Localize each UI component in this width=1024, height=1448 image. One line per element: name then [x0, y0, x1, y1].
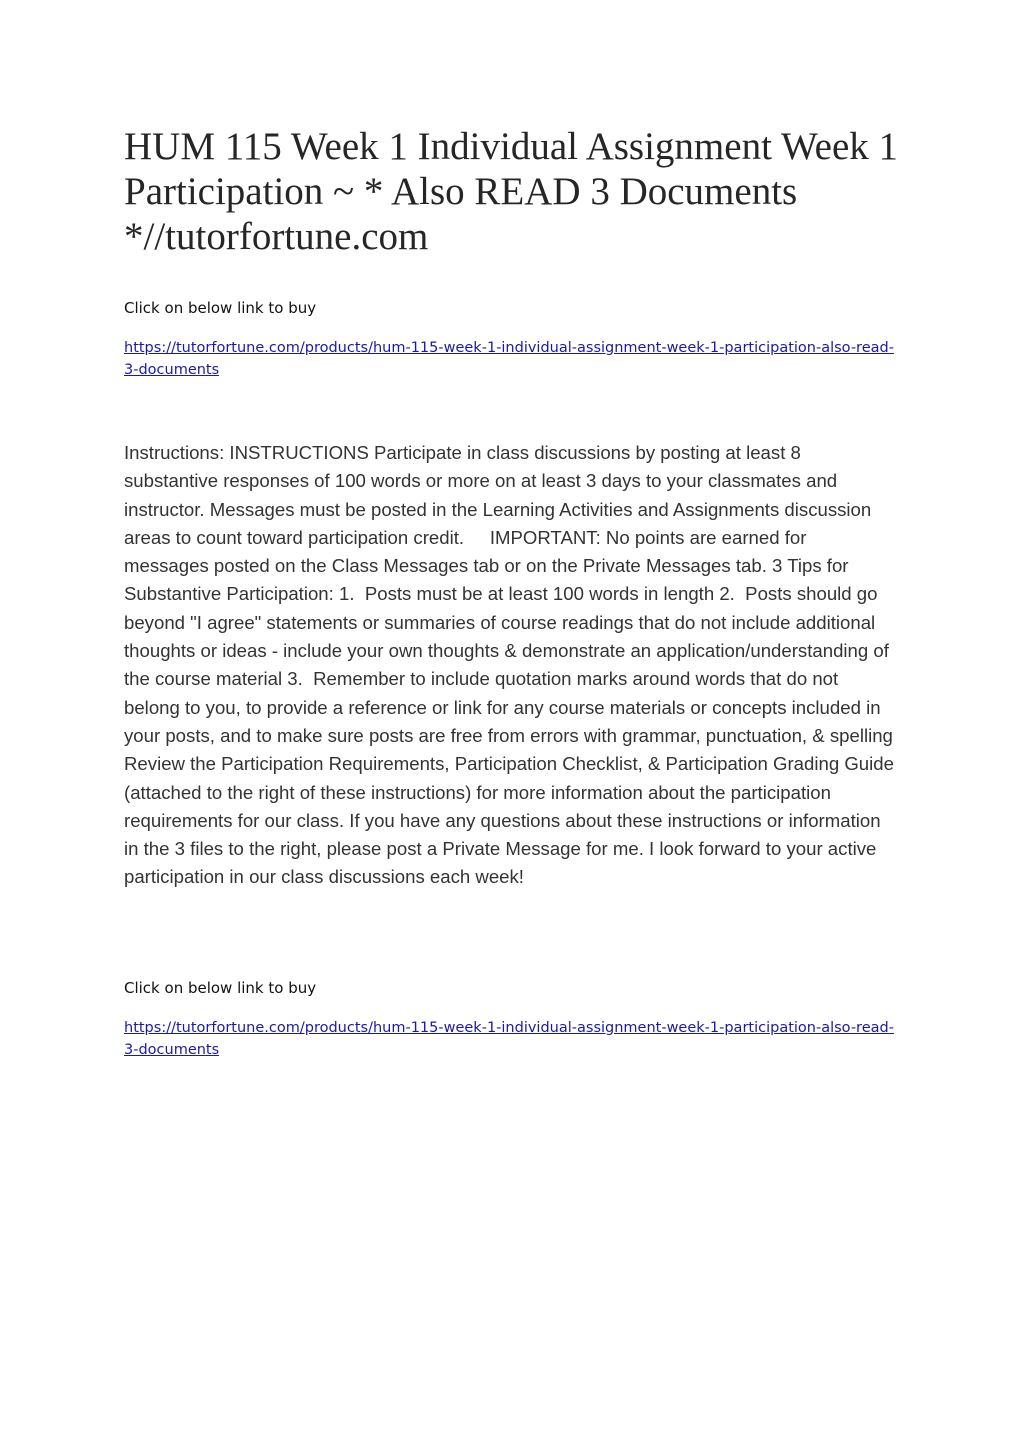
buy-label-bottom: Click on below link to buy — [124, 979, 317, 997]
buy-link-bottom[interactable]: https://tutorfortune.com/products/hum-115-week-1-individual-assignment-week-1-participation-also-read-3-documents — [124, 1020, 894, 1058]
buy-link-top[interactable]: https://tutorfortune.com/products/hum-115-week-1-individual-assignment-week-1-participation-also-read-3-documents — [124, 340, 894, 378]
instructions-paragraph: Instructions: INSTRUCTIONS Participate in class discussions by posting at least 8 substantive responses of 100 words or more on at least 3 days to your classmates and instructor. Messages must be posted in the Learning Activities and Assignments discussion areas to count toward participation credit. IMPORTANT: No points are earned for messages posted on the Class Messages tab or on the Private Messages tab. 3 Tips for Substantive Participation: 1. Posts must be at least 100 words in length 2. Posts should go beyond "I agree" statements or summaries of course readings that do not include additional thoughts or ideas - include your own thoughts & demonstrate an application/understanding of the course material 3. Remember to include quotation marks around words that do not belong to you, to provide a reference or link for any course materials or concepts included in your posts, and to make sure posts are free from errors with grammar, punctuation, & spelling Review the Participation Requirements, Participation Checklist, & Participation Grading Guide (attached to the right of these instructions) for more information about the participation requirements for our class. If you have any questions about these instructions or information in the 3 files to the right, please post a Private Message for me. I look forward to your active participation in our class discussions each week! — [124, 442, 900, 888]
document-title: HUM 115 Week 1 Individual Assignment Week 1 Participation ~ * Also READ 3 Documents *//tutorfortune.com — [124, 125, 899, 258]
buy-label-top: Click on below link to buy — [124, 299, 317, 317]
